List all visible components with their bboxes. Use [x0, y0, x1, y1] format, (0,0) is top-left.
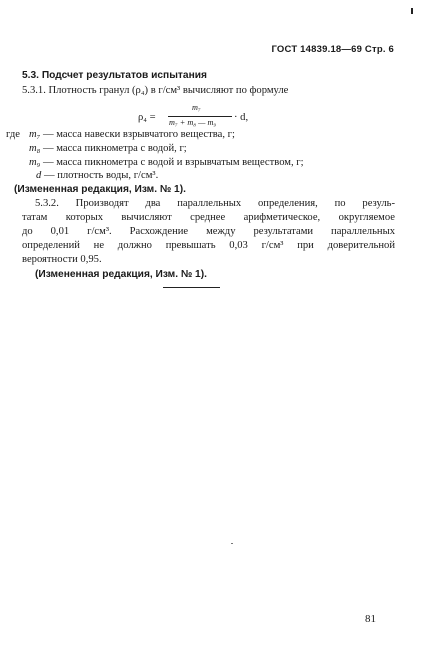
legend-item — [29, 128, 235, 142]
legend-symbol: m₉ — [29, 157, 41, 168]
amendment-note: (Измененная редакция, Изм. № 1). — [14, 184, 186, 195]
page-header: ГОСТ 14839.18—69 Стр. 6 — [271, 44, 394, 55]
paragraph-line: вероятности 0,95. — [22, 254, 102, 265]
formula-numerator: m₇ — [192, 103, 201, 112]
fraction-bar — [168, 116, 232, 117]
formula-denominator: m₇ + m₈ — m₉ — [169, 118, 217, 127]
legend-lead: где — [6, 129, 20, 140]
section-heading: 5.3. Подсчет результатов испытания — [22, 70, 207, 81]
formula-lhs: ρ₄ = — [138, 112, 156, 123]
paragraph-line: определений не должно превышать 0,03 г/см³ при доверительной — [22, 240, 395, 251]
amendment-note: (Измененная редакция, Изм. № 1). — [35, 269, 207, 280]
legend-text: — масса навески взрывчатого вещества, г; — [43, 129, 235, 140]
legend-item — [29, 142, 187, 156]
section-separator — [163, 287, 220, 288]
legend-symbol: d — [36, 170, 42, 181]
margin-mark — [411, 8, 413, 14]
paragraph-5-3-1: 5.3.1. Плотность гранул (ρ₄) в г/см³ вычисляют по формуле — [22, 85, 289, 96]
paragraph-line: 5.3.2. Производят два параллельных определения, по резуль- — [35, 198, 395, 209]
legend-symbol: m₈ — [29, 143, 41, 154]
legend-text: — плотность воды, г/см³. — [43, 170, 159, 181]
legend-text: — масса пикнометра с водой и взрывчатым веществом, г; — [43, 157, 304, 168]
page-number: 81 — [365, 613, 376, 625]
legend-item — [29, 156, 304, 170]
legend-symbol: m₇ — [29, 129, 41, 140]
paragraph-line: татам которых вычисляют среднее арифметическое, округляемое — [22, 212, 395, 223]
paragraph-line: до 0,01 г/см³. Расхождение между результатами параллельных — [22, 226, 395, 237]
formula-rhs: · d, — [234, 112, 249, 123]
scan-speck — [231, 543, 233, 544]
legend-text: — масса пикнометра с водой, г; — [43, 143, 187, 154]
legend-item — [36, 169, 158, 183]
